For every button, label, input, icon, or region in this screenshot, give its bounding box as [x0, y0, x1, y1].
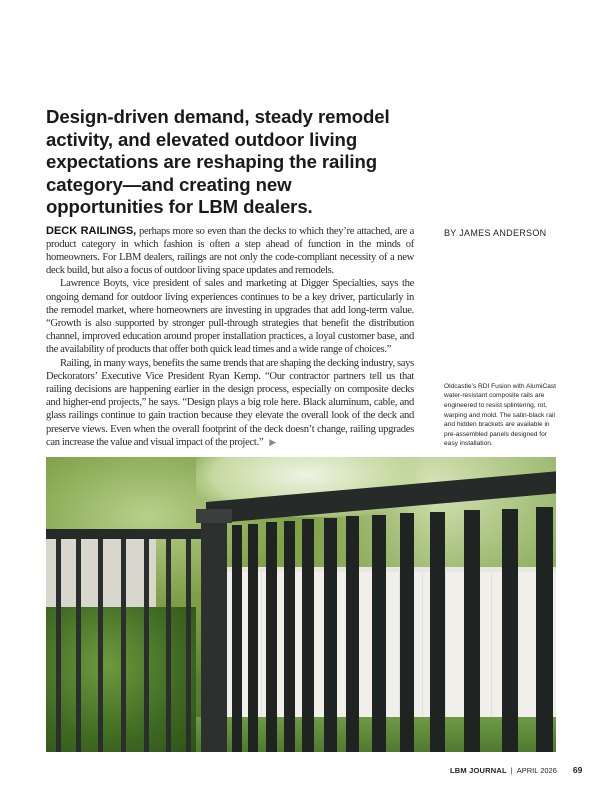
baluster — [502, 509, 518, 752]
page-number: 69 — [572, 765, 583, 775]
baluster — [248, 524, 258, 752]
baluster — [166, 537, 171, 752]
baluster — [186, 537, 191, 752]
paragraph-1-text: perhaps more so even than the decks to which they’re attached, are a product category in which fashion is often a step ahead of function in the minds of homeowners. For LBM dealers, railings are not only the code-compliant necessity of a new deck build, but also a focus of outdoor living space updates and remodels. — [46, 225, 414, 277]
article-columns — [46, 225, 556, 449]
post-cap — [196, 509, 232, 523]
baluster — [536, 507, 553, 752]
article-body — [46, 225, 414, 449]
article-page — [46, 106, 556, 752]
baluster — [400, 513, 414, 752]
baluster — [464, 510, 480, 752]
article-headline: Design-driven demand, steady remodel activity, and elevated outdoor living expectations are reshaping the railing category—and creating new opportunities for LBM dealers. — [46, 106, 390, 217]
baluster — [56, 537, 61, 752]
lead-in: DECK RAILINGS, — [46, 224, 137, 237]
baluster — [76, 537, 81, 752]
paragraph-3 — [46, 357, 414, 449]
railing-photo — [46, 457, 556, 752]
baluster — [284, 521, 295, 752]
photo-caption: Oldcastle’s RDI Fusion with AlumiCast water-resistant composite rails are engineered to resist splintering, rot, warping and mold. The satin-black rail and hidden brackets are available in pre-assembled panels designed for easy installation. — [444, 382, 557, 448]
baluster — [372, 515, 386, 752]
byline: BY JAMES ANDERSON — [444, 227, 547, 238]
paragraph-2: Lawrence Boyts, vice president of sales and marketing at Digger Specialties, says the ongoing demand for outdoor living experiences continues to be a key driver, particularly in the remodel market, where homeowners are investing in upgrades that add long-term value. “Growth is also supported by stronger pull-through strategies that benefit the distribution channel, improved education around proper installation practices, a loyal customer base, and the availability of products that offer both quick lead times and a wide range of choices.” — [46, 278, 414, 356]
railing-post — [201, 517, 227, 752]
footer-separator: | — [510, 766, 513, 775]
baluster — [324, 518, 337, 752]
baluster — [346, 516, 359, 752]
side-column — [414, 225, 556, 449]
baluster — [232, 525, 242, 752]
baluster — [266, 522, 277, 752]
baluster — [98, 537, 103, 752]
baluster — [430, 512, 445, 752]
page-footer — [450, 765, 582, 775]
paragraph-3-text: Railing, in many ways, benefits the same trends that are shaping the decking industry, says Deckorators’ Executive Vice President Ryan Kemp. “Our contractor partners tell us that railing decisions are happening earlier in the design process, especially on composite decks and higher-end projects,” he says. “Design plays a big role here. Black aluminum, cable, and glass railings continue to gain traction because they elevate the overall look of the deck and preserve views. Even when the overall footprint of the deck doesn’t change, railing upgrades can increase the value and visual impact of the project.” — [46, 357, 414, 448]
baluster — [144, 537, 149, 752]
paragraph-1 — [46, 225, 414, 278]
top-rail-left — [46, 529, 206, 539]
publication-name: LBM JOURNAL — [450, 766, 507, 775]
baluster — [121, 537, 126, 752]
issue-date: APRIL 2026 — [516, 766, 557, 775]
baluster — [302, 519, 314, 752]
continue-arrow-icon: ▶ — [269, 436, 276, 447]
